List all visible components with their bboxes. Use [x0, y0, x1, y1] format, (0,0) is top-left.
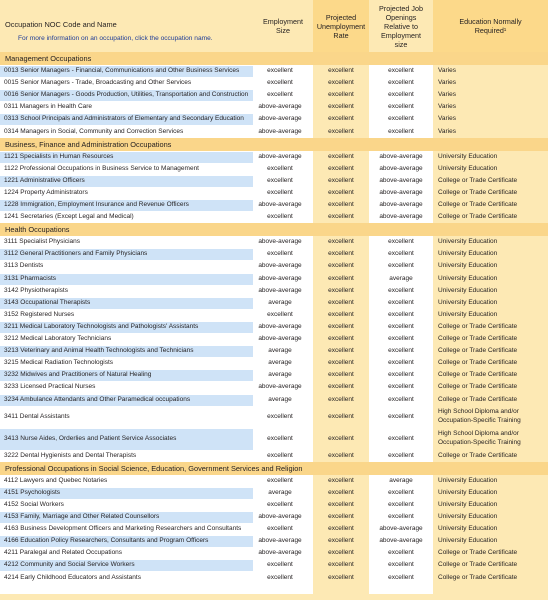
employment-size-cell: average — [268, 395, 292, 403]
table-row — [0, 126, 548, 138]
employment-size-cell: excellent — [267, 164, 293, 172]
education-cell: Varies — [438, 91, 456, 99]
occupation-link[interactable]: 3131 Pharmacists — [4, 274, 57, 282]
job-openings-cell: excellent — [388, 513, 414, 520]
occupation-link[interactable]: 3152 Registered Nurses — [4, 310, 75, 318]
occupation-link[interactable]: 3222 Dental Hygienists and Dental Therapists — [4, 451, 137, 459]
unemployment-rate-cell: excellent — [328, 335, 354, 342]
job-openings-cell: excellent — [388, 250, 414, 258]
education-cell: College or Trade Certificate — [438, 188, 518, 196]
unemployment-rate-cell: excellent — [328, 412, 354, 420]
job-openings-cell: excellent — [388, 103, 414, 111]
table-row — [0, 535, 548, 547]
unemployment-rate-cell: excellent — [328, 525, 354, 533]
table-row — [0, 406, 548, 428]
section-title: Management Occupations — [5, 54, 92, 63]
education-cell: High School Diploma and/or Occupation-Specific Training — [438, 429, 521, 447]
unemployment-rate-cell: excellent — [328, 213, 354, 221]
occupation-link[interactable]: 0311 Managers in Health Care — [4, 103, 93, 111]
table-row — [0, 187, 548, 199]
education-cell: Varies — [438, 67, 456, 74]
table-row — [0, 236, 548, 248]
table-row — [0, 260, 548, 272]
job-openings-cell: above-average — [379, 164, 423, 172]
unemployment-rate-cell: excellent — [328, 537, 354, 545]
header-more-info: For more information on an occupation, click the occupation name. — [18, 35, 213, 42]
unemployment-rate-cell: excellent — [328, 347, 354, 355]
job-openings-cell: average — [389, 274, 413, 282]
job-openings-cell: excellent — [388, 573, 414, 581]
employment-size-cell: above-average — [258, 152, 302, 160]
job-openings-cell: excellent — [388, 310, 414, 318]
education-cell: College or Trade Certificate — [438, 359, 518, 367]
section-title: Professional Occupations in Social Science, Education, Government Services and Religion — [5, 463, 303, 473]
job-openings-cell: excellent — [388, 115, 414, 123]
job-openings-cell: excellent — [388, 347, 414, 355]
occupation-link[interactable]: 3113 Dentists — [4, 262, 44, 270]
employment-size-cell: excellent — [267, 451, 293, 459]
unemployment-rate-cell: excellent — [328, 127, 354, 135]
unemployment-rate-cell: excellent — [328, 176, 354, 184]
employment-size-cell: average — [268, 371, 292, 379]
table-row — [0, 547, 548, 559]
table-row — [0, 475, 548, 487]
education-cell: College or Trade Certificate — [438, 322, 518, 330]
education-cell: College or Trade Certificate — [438, 561, 518, 569]
occupation-link[interactable]: 3142 Physiotherapists — [4, 286, 68, 294]
employment-size-cell: above-average — [258, 274, 302, 282]
education-cell: Varies — [438, 103, 456, 111]
occupation-link[interactable]: 1121 Specialists in Human Resources — [4, 152, 114, 160]
job-openings-cell: above-average — [379, 201, 423, 208]
table-row — [0, 65, 548, 77]
education-cell: College or Trade Certificate — [438, 451, 518, 459]
table-row — [0, 450, 548, 462]
table-row — [0, 248, 548, 260]
employment-size-cell: above-average — [258, 115, 302, 123]
employment-size-cell: above-average — [258, 322, 302, 330]
job-openings-cell: excellent — [388, 371, 414, 379]
job-openings-cell: above-average — [379, 537, 423, 545]
occupation-link[interactable]: 1122 Professional Occupations in Business Service to Management — [4, 164, 199, 172]
occupation-link[interactable]: 1241 Secretaries (Except Legal and Medical) — [4, 213, 134, 221]
table-row — [0, 151, 548, 163]
unemployment-rate-cell: excellent — [328, 67, 354, 74]
education-cell: University Education — [438, 525, 498, 533]
education-cell: College or Trade Certificate — [438, 383, 518, 391]
unemployment-rate-cell: excellent — [328, 322, 354, 330]
job-openings-cell: excellent — [388, 359, 414, 367]
table-row — [0, 199, 548, 211]
education-cell: University Education — [438, 310, 498, 318]
unemployment-rate-cell: excellent — [328, 79, 354, 87]
occupation-link[interactable]: 3232 Midwives and Practitioners of Natural Healing — [4, 371, 152, 379]
occupation-link[interactable]: 4166 Education Policy Researchers, Consultants and Program Officers — [4, 537, 209, 545]
section-background — [0, 223, 548, 236]
unemployment-rate-cell: excellent — [328, 451, 354, 459]
occupation-link[interactable]: 3111 Specialist Physicians — [4, 238, 80, 246]
section-header — [0, 223, 548, 236]
job-openings-cell: excellent — [388, 298, 414, 306]
occupation-link[interactable]: 4211 Paralegal and Related Occupations — [4, 549, 123, 557]
table-row — [0, 487, 548, 499]
table-row — [0, 211, 548, 223]
employment-size-cell: excellent — [267, 67, 293, 74]
employment-size-cell: excellent — [267, 176, 293, 184]
table-row — [0, 428, 548, 450]
header-job-openings: Projected Job Openings Relative to Employment size — [379, 3, 423, 49]
employment-size-cell: above-average — [258, 103, 302, 111]
education-cell: University Education — [438, 262, 498, 270]
education-cell: University Education — [438, 238, 498, 246]
education-cell: University Education — [438, 488, 498, 496]
table-row — [0, 321, 548, 333]
education-cell: High School Diploma and/or Occupation-Specific Training — [438, 407, 521, 425]
unemployment-rate-cell: excellent — [328, 573, 354, 581]
table-row — [0, 89, 548, 101]
occupation-link[interactable]: 4153 Family, Marriage and Other Related Counsellors — [4, 513, 160, 520]
header-occupation: Occupation NOC Code and Name — [5, 20, 117, 29]
education-cell: University Education — [438, 286, 498, 294]
occupation-link[interactable]: 3112 General Practitioners and Family Physicians — [4, 250, 148, 258]
table-row — [0, 345, 548, 357]
occupation-link[interactable]: 3212 Medical Laboratory Technicians — [4, 335, 112, 342]
header-unemployment-rate: Projected Unemployment Rate — [313, 0, 369, 52]
header-education: Education Normally Required¹ — [433, 0, 548, 52]
job-openings-cell: excellent — [388, 335, 414, 342]
job-openings-cell: excellent — [388, 500, 414, 508]
table-row — [0, 511, 548, 523]
table-row — [0, 163, 548, 175]
table-row — [0, 394, 548, 406]
job-openings-cell: excellent — [388, 79, 414, 87]
education-cell: University Education — [438, 164, 498, 172]
section-title: Health Occupations — [5, 225, 70, 235]
unemployment-rate-cell: excellent — [328, 262, 354, 270]
occupation-link[interactable]: 1221 Administrative Officers — [4, 176, 85, 184]
employment-size-cell: above-average — [258, 286, 302, 294]
occupation-link[interactable]: 0013 Senior Managers - Financial, Communications and Other Business Services — [4, 67, 240, 74]
unemployment-rate-cell: excellent — [328, 250, 354, 258]
job-openings-cell: excellent — [388, 127, 414, 135]
education-cell: College or Trade Certificate — [438, 549, 518, 557]
occupation-link[interactable]: 3211 Medical Laboratory Technologists and Pathologists' Assistants — [4, 322, 199, 330]
employment-size-cell: above-average — [258, 383, 302, 391]
unemployment-rate-cell: excellent — [328, 152, 354, 160]
job-openings-cell: excellent — [388, 67, 414, 74]
job-openings-cell: excellent — [388, 412, 414, 420]
employment-size-cell: excellent — [267, 525, 293, 533]
table-row — [0, 369, 548, 381]
table-row — [0, 357, 548, 369]
employment-size-cell: above-average — [258, 335, 302, 342]
occupation-link[interactable]: 1224 Property Administrators — [4, 188, 88, 196]
education-cell: University Education — [438, 476, 498, 484]
job-openings-cell: above-average — [379, 188, 423, 196]
education-cell: College or Trade Certificate — [438, 201, 518, 208]
occupation-link[interactable]: 4214 Early Childhood Educators and Assistants — [4, 573, 141, 581]
unemployment-rate-cell: excellent — [328, 371, 354, 379]
bottom-bar — [0, 594, 548, 600]
employment-size-cell: excellent — [267, 561, 293, 569]
occupation-link[interactable]: 1228 Immigration, Employment Insurance and Revenue Officers — [4, 201, 189, 208]
occupation-link[interactable]: 4152 Social Workers — [4, 500, 64, 508]
unemployment-rate-cell: excellent — [328, 513, 354, 520]
employment-size-cell: excellent — [267, 91, 293, 99]
education-cell: College or Trade Certificate — [438, 573, 518, 581]
job-openings-cell: excellent — [388, 488, 414, 496]
unemployment-rate-cell: excellent — [328, 561, 354, 569]
employment-size-cell: excellent — [267, 310, 293, 318]
employment-size-cell: average — [268, 298, 292, 306]
employment-size-cell: above-average — [258, 513, 302, 520]
unemployment-rate-cell: excellent — [328, 310, 354, 318]
table-row — [0, 77, 548, 89]
table-header — [0, 0, 548, 52]
job-openings-cell: above-average — [379, 176, 423, 184]
employment-size-cell: average — [268, 347, 292, 355]
education-cell: College or Trade Certificate — [438, 176, 518, 184]
employment-size-cell: excellent — [267, 412, 293, 420]
unemployment-rate-cell: excellent — [328, 434, 354, 442]
section-header — [0, 52, 548, 65]
occupation-link[interactable]: 0313 School Principals and Administrators of Elementary and Secondary Education — [4, 115, 244, 123]
job-openings-cell: excellent — [388, 322, 414, 330]
job-openings-cell: above-average — [379, 525, 423, 533]
section-header — [0, 138, 548, 151]
table-row — [0, 297, 548, 309]
occupation-link[interactable]: 4163 Business Development Officers and Marketing Researchers and Consultants — [4, 525, 242, 533]
occupation-link[interactable]: 3233 Licensed Practical Nurses — [4, 383, 96, 391]
employment-size-cell: excellent — [267, 476, 293, 484]
employment-size-cell: average — [268, 359, 292, 367]
occupation-link[interactable]: 3411 Dental Assistants — [4, 412, 70, 420]
unemployment-rate-cell: excellent — [328, 500, 354, 508]
occupation-link[interactable]: 3215 Medical Radiation Technologists — [4, 359, 114, 367]
job-openings-cell: excellent — [388, 434, 414, 442]
unemployment-rate-cell: excellent — [328, 383, 354, 391]
table-row — [0, 559, 548, 571]
table-row — [0, 285, 548, 297]
job-openings-cell: above-average — [379, 152, 423, 160]
occupation-link[interactable]: 0016 Senior Managers - Goods Production, Utilities, Transportation and Construction — [4, 91, 249, 99]
employment-size-cell: excellent — [267, 213, 293, 221]
unemployment-rate-cell: excellent — [328, 103, 354, 111]
table-row — [0, 101, 548, 113]
education-cell: Varies — [438, 127, 456, 135]
table-row — [0, 572, 548, 584]
unemployment-rate-cell: excellent — [328, 188, 354, 196]
unemployment-rate-cell: excellent — [328, 286, 354, 294]
education-cell: College or Trade Certificate — [438, 347, 518, 355]
unemployment-rate-cell: excellent — [328, 298, 354, 306]
education-cell: University Education — [438, 537, 498, 545]
table-row — [0, 499, 548, 511]
table-row — [0, 113, 548, 125]
job-openings-cell: average — [389, 476, 413, 484]
job-openings-cell: excellent — [388, 395, 414, 403]
employment-size-cell: excellent — [267, 188, 293, 196]
employment-size-cell: excellent — [267, 500, 293, 508]
employment-size-cell: above-average — [258, 549, 302, 557]
education-cell: University Education — [438, 152, 498, 160]
education-cell: University Education — [438, 298, 498, 306]
education-cell: College or Trade Certificate — [438, 371, 518, 379]
table-row — [0, 523, 548, 535]
occupation-link[interactable]: 4112 Lawyers and Quebec Notaries — [4, 476, 108, 484]
education-cell: College or Trade Certificate — [438, 335, 518, 342]
table-row — [0, 175, 548, 187]
education-cell: Varies — [438, 79, 456, 87]
section-title: Business, Finance and Administration Occupations — [5, 139, 172, 149]
employment-size-cell: above-average — [258, 127, 302, 135]
table-row — [0, 381, 548, 393]
education-cell: College or Trade Certificate — [438, 213, 518, 221]
job-openings-cell: excellent — [388, 262, 414, 270]
unemployment-rate-cell: excellent — [328, 359, 354, 367]
unemployment-rate-cell: excellent — [328, 549, 354, 557]
occupation-link[interactable]: 0015 Senior Managers - Trade, Broadcasting and Other Services — [4, 79, 192, 87]
education-cell: College or Trade Certificate — [438, 395, 518, 403]
occupation-link[interactable]: 3213 Veterinary and Animal Health Technologists and Technicians — [4, 347, 194, 355]
job-openings-cell: excellent — [388, 383, 414, 391]
unemployment-rate-cell: excellent — [328, 395, 354, 403]
job-openings-cell: above-average — [379, 213, 423, 221]
unemployment-rate-cell: excellent — [328, 488, 354, 496]
occupation-link[interactable]: 4151 Psychologists — [4, 488, 61, 496]
employment-size-cell: average — [268, 488, 292, 496]
occupation-link[interactable]: 3143 Occupational Therapists — [4, 298, 91, 306]
job-openings-cell: excellent — [388, 91, 414, 99]
employment-size-cell: excellent — [267, 434, 293, 442]
table-row — [0, 273, 548, 285]
employment-size-cell: above-average — [258, 537, 302, 545]
unemployment-rate-cell: excellent — [328, 476, 354, 484]
unemployment-rate-cell: excellent — [328, 201, 354, 208]
job-openings-cell: excellent — [388, 451, 414, 459]
employment-size-cell: excellent — [267, 79, 293, 87]
employment-size-cell: above-average — [258, 262, 302, 270]
table-row — [0, 309, 548, 321]
education-cell: University Education — [438, 513, 498, 520]
job-openings-cell: excellent — [388, 238, 414, 246]
occupation-link[interactable]: 3413 Nurse Aides, Orderlies and Patient Service Associates — [4, 434, 177, 442]
employment-size-cell: excellent — [267, 573, 293, 581]
job-openings-cell: excellent — [388, 286, 414, 294]
employment-size-cell: above-average — [258, 201, 302, 208]
employment-size-cell: above-average — [258, 238, 302, 246]
occupation-link[interactable]: 0314 Managers in Social, Community and Correction Services — [4, 127, 184, 135]
occupation-link[interactable]: 4212 Community and Social Service Workers — [4, 561, 135, 569]
section-header — [0, 462, 548, 475]
education-cell: University Education — [438, 250, 498, 258]
education-cell: Varies — [438, 115, 456, 123]
unemployment-rate-cell: excellent — [328, 274, 354, 282]
job-openings-cell: excellent — [388, 561, 414, 569]
unemployment-rate-cell: excellent — [328, 91, 354, 99]
table-row — [0, 333, 548, 345]
job-openings-cell: excellent — [388, 549, 414, 557]
employment-size-cell: excellent — [267, 250, 293, 258]
education-cell: University Education — [438, 500, 498, 508]
unemployment-rate-cell: excellent — [328, 164, 354, 172]
header-employment-size: Employment Size — [263, 17, 303, 35]
education-cell: University Education — [438, 274, 498, 282]
unemployment-rate-cell: excellent — [328, 238, 354, 246]
occupation-link[interactable]: 3234 Ambulance Attendants and Other Paramedical occupations — [4, 395, 191, 403]
unemployment-rate-cell: excellent — [328, 115, 354, 123]
